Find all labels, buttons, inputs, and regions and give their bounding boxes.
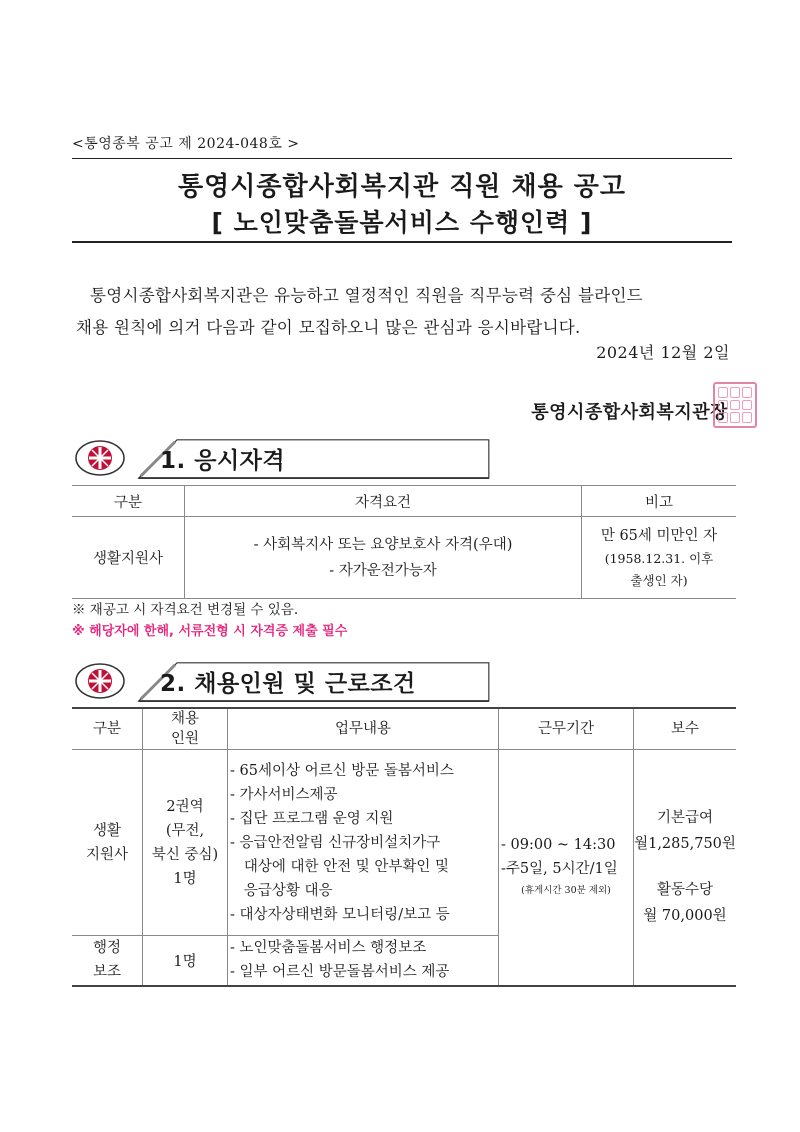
notice-number: <통영종복 공고 제 2024-048호 > [72, 136, 300, 152]
row1-duties [228, 750, 499, 936]
intro-line-1: 통영시종합사회복지관은 유능하고 열정적인 직원을 직무능력 중심 블라인드 [90, 286, 643, 305]
list-item: - 집단 프로그램 운영 지원 [230, 810, 394, 827]
row-remarks [582, 517, 737, 599]
header-headcount-2: 인원 [170, 731, 199, 747]
header-category: 구분 [72, 486, 185, 517]
list-item: - 65세이상 어르신 방문 돌봄서비스 [230, 762, 454, 779]
signer: 통영시종합사회복지관장 [531, 402, 728, 423]
remark-2: (1958.12.31. 이후 [604, 550, 714, 566]
period-note: (휴게시간 30분 제외) [521, 885, 611, 897]
work-period [499, 750, 634, 986]
header-remarks: 비고 [582, 486, 737, 517]
row1-headcount-3: 북신 중심) [151, 846, 219, 863]
section2-header [72, 659, 502, 705]
official-seal-icon [713, 382, 757, 428]
list-item: - 대상자상태변화 모니터링/보고 등 [230, 906, 450, 923]
note-2: ※ 해당자에 한해, 서류전형 시 자격증 제출 필수 [72, 624, 348, 639]
page-subtitle: [ 노인맞춤돌봄서비스 수행인력 ] [211, 208, 593, 237]
table-row [72, 750, 736, 936]
row-requirements [185, 517, 582, 599]
requirement-1: - 사회복지사 또는 요양보호사 자격(우대) [253, 536, 513, 553]
period-hours: - 09:00 ~ 14:30 [501, 837, 616, 854]
row1-category [72, 750, 143, 936]
list-item: 응급상황 대응 [230, 882, 333, 899]
intro-line-2: 채용 원칙에 의거 다음과 같이 모집하오니 많은 관심과 응시바랍니다. [76, 318, 581, 337]
row1-category-2: 지원사 [85, 846, 129, 863]
caritas-logo-icon [74, 438, 126, 478]
header-category: 구분 [72, 708, 143, 750]
section1-title: 1. 응시자격 [160, 448, 286, 474]
pay-allowance-amount: 월 70,000원 [643, 908, 727, 925]
header-requirements: 자격요건 [185, 486, 582, 517]
row-category: 생활지원사 [72, 517, 185, 599]
row2-category-1: 행정 [92, 940, 121, 957]
row2-headcount: 1명 [143, 936, 228, 986]
row2-category-2: 보조 [92, 964, 121, 981]
row1-headcount-4: 1명 [173, 870, 197, 887]
notice-date: 2024년 12월 2일 [596, 343, 730, 362]
header-headcount-1: 채용 [170, 711, 199, 727]
note-1: ※ 재공고 시 자격요건 변경될 수 있음. [72, 602, 299, 618]
row1-headcount-1: 2권역 [166, 798, 204, 815]
row1-headcount [143, 750, 228, 936]
section2-title: 2. 채용인원 및 근로조건 [160, 671, 416, 697]
header-headcount [143, 708, 228, 750]
list-item: - 일부 어르신 방문돌봄서비스 제공 [230, 964, 450, 981]
requirement-2: - 자가운전가능자 [329, 562, 437, 579]
employment-table [72, 707, 736, 987]
header-pay: 보수 [634, 708, 737, 750]
caritas-logo-icon [74, 661, 126, 701]
pay-base-label: 기본급여 [656, 810, 714, 827]
header-duties: 업무내용 [228, 708, 499, 750]
pay-info [634, 750, 737, 986]
row1-category-1: 생활 [92, 822, 121, 839]
remark-3: 출생인 자) [630, 572, 688, 588]
table-row [72, 517, 736, 599]
row2-category [72, 936, 143, 986]
page-title: 통영시종합사회복지관 직원 채용 공고 [177, 172, 626, 202]
section1-header [72, 436, 502, 482]
pay-allowance-label: 활동수당 [656, 882, 714, 899]
list-item: - 가사서비스제공 [230, 786, 338, 803]
list-item: - 노인맞춤돌봄서비스 행정보조 [230, 940, 427, 957]
section1-notes [72, 600, 347, 642]
row2-duties [228, 936, 499, 986]
intro-paragraph [76, 280, 736, 344]
top-rule [72, 158, 732, 159]
list-item: - 응급안전알림 신규장비설치가구 [230, 834, 441, 851]
pay-base-amount: 월1,285,750원 [634, 836, 736, 853]
section-tab-shape [72, 436, 502, 480]
header-period: 근무기간 [499, 708, 634, 750]
period-days: -주5일, 5시간/1일 [501, 861, 618, 878]
title-rule [72, 241, 732, 243]
remark-1: 만 65세 미만인 자 [600, 527, 718, 544]
row1-headcount-2: (무전, [165, 822, 205, 839]
list-item: 대상에 대한 안전 및 안부확인 및 [230, 858, 449, 875]
qualification-table [72, 485, 736, 599]
